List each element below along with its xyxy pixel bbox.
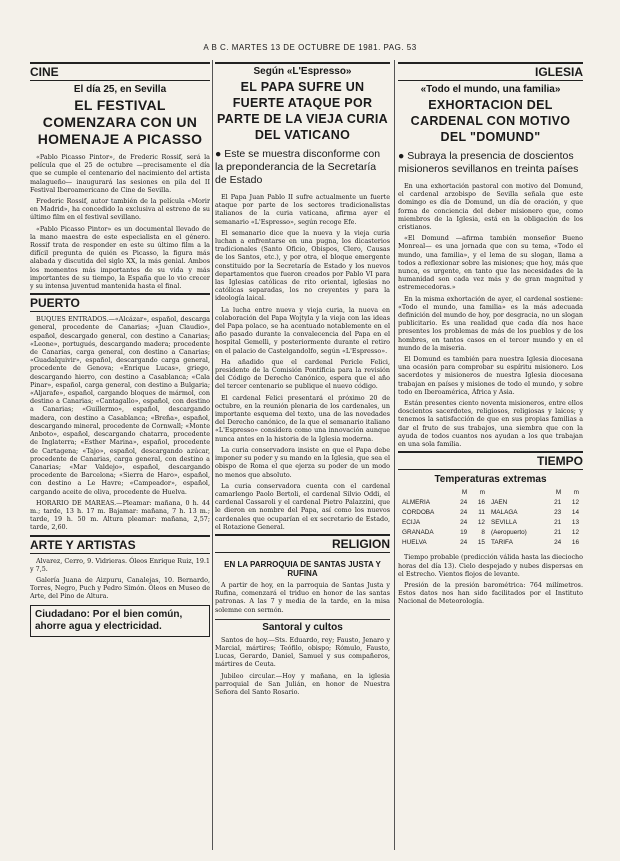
- city-cell: (Aeropuerto): [490, 529, 527, 537]
- max-cell: 24: [460, 519, 468, 527]
- article-paragraph: Frederic Rossif, autor también de la película «Morir en Madrid», ha concedido la exclusiva al estreno de su último film en el festival sevillano.: [30, 197, 210, 222]
- table-row: [400, 509, 581, 517]
- tiempo-text: Tiempo probable (predicción válida hasta las dieciocho horas del día 13). Cielo despejado y nubes dispersas en el Estrecho. Vientos flojos de levante.: [398, 553, 583, 578]
- min-cell: 15: [477, 539, 485, 547]
- page-header: [0, 43, 620, 52]
- column-divider: [394, 60, 395, 850]
- article-paragraph: El Papa Juan Pablo II sufre actualmente un fuerte ataque por parte de los sectores tradicionalistas italianos de la curia vaticana, afirma ayer el semanario «L'Espresso», según recoge Efe.: [215, 193, 390, 226]
- table-row: [400, 499, 581, 507]
- min-cell: 16: [571, 539, 579, 547]
- article-paragraph: El cardenal Felici presentará el próximo 20 de octubre, en la reunión plenaria de los cardenales, un importante esquema del texto, una de las novedades del Derecho canónico, de la que el semanario italiano «L'Espresso» considera como una innovación aunque nunca antes en la historia de la Iglesia moderna.: [215, 393, 390, 443]
- temperature-title: Temperaturas extremas: [434, 474, 547, 486]
- city-cell: HUELVA: [402, 539, 427, 547]
- article-paragraph: El Domund es también para nuestra Iglesia diocesana una ocasión para comprobar su espíritu misionero. Los sacerdotes y misioneros de nuestra Iglesia diocesana trabajan en países y misiones de todo el mundo, y sobre todo en Iberoamérica, África y Asia.: [398, 355, 583, 396]
- temperature-table: [398, 487, 583, 549]
- arte-text: Galería Juana de Aizpuru, Canalejas, 10. Bernardo, Torres, Negro, Puch y Pedro Simón. Óleos en Museo de Arte, del Pino de Altura.: [30, 575, 210, 601]
- min-cell: 11: [478, 509, 485, 517]
- subhead-santoral: Santoral y cultos: [215, 619, 390, 633]
- deck-vaticano: ● Este se muestra disconforme con la preponderancia de la Secretaría de Estado: [215, 148, 381, 186]
- min-cell: 13: [571, 519, 579, 527]
- article-paragraph: Están presentes ciento noventa misioneros, entre ellos doscientos sacerdotes, religiosos, religiosas y laicos; y tenemos la satisfacción de que en sus propias familias a dar el fruto de sus trabajos, una siembra que con la ayuda de todos cuantos nos ayudan a los que trabajan en una sola familia.: [398, 399, 583, 449]
- max-cell: 24: [460, 509, 468, 517]
- headline-festival: EL FESTIVAL COMENZARA CON UN HOMENAJE A PICASSO: [37, 97, 203, 147]
- article-paragraph: En la misma exhortación de ayer, el cardenal sostiene: «Todo el mundo, una familia» es la más adecuada definición del mundo de hoy, por desgracia, no un slogan publicitario. Es una realidad que cada día nos hace presentes los problemas de más de los pueblos y de los hombres, en tantos casos en el tercer mundo y en el mundo de la miseria.: [398, 294, 583, 352]
- kicker-espresso: Según «L'Espresso»: [215, 62, 390, 77]
- max-cell: 21: [554, 529, 562, 537]
- table-header: M: [461, 489, 468, 497]
- article-paragraph: La curia conservadora insiste en que el Papa debe imponer su poder y su mando en la Iglesia, que sea el obispo de Roma el que ejerza su poder de un modo no menos que absoluto.: [215, 445, 390, 479]
- city-cell: SEVILLA: [490, 519, 517, 527]
- religion-text: A partir de hoy, en la parroquia de Santas Justa y Rufina, comenzará el triduo en honor de las santas patronas. A las 7 y media de la tarde, en la misa solemne con sermón.: [215, 580, 390, 614]
- min-cell: 14: [571, 509, 579, 517]
- table-header: M: [555, 489, 562, 497]
- min-cell: 12: [571, 499, 579, 507]
- city-cell: TARIFA: [490, 539, 513, 547]
- column-divider: [212, 60, 213, 850]
- max-cell: 24: [554, 539, 562, 547]
- table-row: [400, 539, 581, 547]
- city-cell: GRANADA: [402, 529, 434, 537]
- header-line: A B C. MARTES 13 DE OCTUBRE DE 1981. PAG. 53: [203, 43, 417, 52]
- article-paragraph: «El Domund —afirma también monseñor Bueno Monreal— es una jornada que con su tema, «Todo el mundo, una familia», y el lema de su slogan, llama a todos a reflexionar sobre las misiones; que hoy, más que nunca, es urgente, en tanto que las necesidades de la humanidad son cada vez más y de gran magnitud y estremecedoras.»: [398, 234, 583, 292]
- deck-iglesia: ● Subraya la presencia de doscientos misioneros sevillanos en treinta países: [398, 150, 579, 175]
- headline-papa: EL PAPA SUFRE UN FUERTE ATAQUE POR PARTE DE LA VIEJA CURIA DEL VATICANO: [216, 80, 389, 142]
- table-header-row: [400, 489, 581, 497]
- article-paragraph: La lucha entre nueva y vieja curia, la nueva en colaboración del Papa Wojtyla y la vieja con las ideas del Papa polaco, se ha acentuado notablemente en el año pasado durante la convalecencia del Papa en el hospital Gemelli, y posteriormente durante el retiro en el palacio de Castelgandolfo, según «L'Espresso».: [215, 305, 390, 355]
- section-arte: ARTE Y ARTISTAS: [30, 535, 210, 554]
- kicker-cine: El día 25, en Sevilla: [73, 84, 167, 95]
- table-header: m: [479, 489, 485, 497]
- table-header: [489, 489, 546, 497]
- section-tiempo: TIEMPO: [398, 451, 583, 470]
- subhead-parroquia: EN LA PARROQUIA DE SANTAS JUSTA Y RUFINA: [224, 559, 381, 578]
- puerto-text: BUQUES ENTRADOS.—«Alcázar», español, descarga general, procedente de Canarias; «Juan Claudio», español, descargado general, con destino a Canarias; «Leone», portugués, descargando madera; procedente de Canarias, carga general, con destino a Canarias; «Guadalquivir», español, descargando carga general, procedente de Genova; «Enrique Lucas», griego, descargando hierro, con destino a Casablanca; «Cala Pinar», español, carga general, con destino a Bulgaria; «Aljarafe», español, cargando bloques de mármol, con destino a Canarias; «Cantagallo», español, con destino a Canarias; «Guillermo», español, descargando madera, con destino a Casablanca; «Breña», español, descargando mineral, procedente de Cornwall; «Monte Anboto», español, descargando chatarra, procedente de Inglaterra; «Esther Marina», español, procedente de Cartagena; «Tajo», español, descargando azúcar, procedente de Canarias, carga general, con destino a Canarias; «Mar Valdejo», español, descargando procedente de Barcelona; «Sierra de Haro», español, con destino a Le Havre; «Campeador», español, cargando aceite de oliva, procedente de Huelva.: [30, 315, 210, 496]
- table-row: [400, 519, 581, 527]
- max-cell: 19: [460, 529, 468, 537]
- min-cell: 8: [481, 529, 485, 537]
- section-iglesia: IGLESIA: [398, 62, 583, 81]
- city-cell: ALMERIA: [402, 499, 431, 507]
- article-paragraph: El semanario dice que la nueva y la vieja curia luchan a enfrentarse en una pugna, los dicasterios tradicionales (Santo Oficio, Obispos, Clero, Causas de los Santos, etc.), y por otra, el bloque emergente constituido por la Secretaría de Estado y los nuevos departamentos que fueron creados por Pablo VI para las Iglesias católicas de rito oriental, iglesias no católicas separadas, los no creyentes y para la ideología laical.: [215, 228, 390, 303]
- section-puerto: PUERTO: [30, 293, 210, 312]
- column-vaticano: [215, 60, 390, 850]
- max-cell: 24: [460, 499, 468, 507]
- kicker-domund: «Todo el mundo, una familia»: [420, 84, 561, 95]
- section-cine: CINE: [30, 62, 210, 81]
- tiempo-text: Presión de la presión barométrica: 764 milímetros. Estos datos nos han sido facilitados por el Instituto Nacional de Meteorología.: [398, 580, 583, 606]
- headline-exhortacion: EXHORTACION DEL CARDENAL CON MOTIVO DEL "DOMUND": [410, 98, 571, 144]
- table-row: [400, 529, 581, 537]
- article-paragraph: Ha añadido que el cardenal Pericle Felici, presidente de la Comisión Pontificia para la revisión del Código de Derecho Canónico, espera que el año del tercer centenario se publique el nuevo código.: [215, 357, 390, 391]
- min-cell: 16: [477, 499, 485, 507]
- mareas-text: HORARIO DE MAREAS.—Pleamar: mañana, 0 h. 44 m.; tarde, 13 h. 17 m. Bajamar: mañana, 7 h. 13 m.; tarde, 19 h. 50 m. Altura pleamar: mañana, 2,57; tarde, 2,60.: [30, 498, 210, 532]
- section-religion: RELIGION: [215, 534, 390, 553]
- arte-text: Alvarez, Cerro, 9. Vidrieras. Óleos Enrique Ruiz, 19.1 y 7,5.: [30, 556, 210, 573]
- table-header: m: [573, 489, 579, 497]
- max-cell: 24: [460, 539, 468, 547]
- city-cell: CORDOBA: [402, 509, 435, 517]
- article-paragraph: «Pablo Picasso Pintor» es un documental llevado de la mano maestra de este especialista en el género. Rossif trata de responder en este su último film a la difícil pregunta de quién es Picasso, la figura más alabada y discutida del siglo XX, la más genial. Ambos los momentos más importantes de su vida y más importantes de su tiempo, la España que lo vio crecer y su intensa juventud mantenida hasta el final.: [30, 224, 210, 291]
- jubileo-text: Jubileo circular.—Hoy y mañana, en la iglesia parroquial de San Julián, en honor de Nuestra Señora del Santo Rosario.: [215, 671, 390, 696]
- column-cine: [30, 60, 210, 850]
- table-header: [400, 489, 451, 497]
- min-cell: 12: [571, 529, 579, 537]
- article-paragraph: «Pablo Picasso Pintor», de Frederic Rossif, será la película que el 25 de octubre —precisamente el día que se cumple el centenario del nacimiento del artista malagueño— inaugurará las sesiones en pila del II Festival Iberoamericano de Cine de Sevilla.: [30, 153, 210, 194]
- max-cell: 21: [554, 519, 562, 527]
- city-cell: ECIJA: [402, 519, 421, 527]
- article-paragraph: En una exhortación pastoral con motivo del Domund, el cardenal arzobispo de Sevilla señala que este domingo es día de Domund, un día de oración, y que forma de conciencia del deber misionero que, como miembros de la Iglesia, está en la obligación de los cristianos.: [398, 182, 583, 232]
- city-cell: MALAGA: [490, 509, 518, 517]
- min-cell: 12: [477, 519, 485, 527]
- column-iglesia: [398, 60, 583, 850]
- city-cell: JAEN: [490, 499, 508, 507]
- ad-box: Ciudadano: Por el bien común, ahorre agua y electricidad.: [30, 605, 210, 637]
- max-cell: 23: [554, 509, 562, 517]
- santoral-text: Santos de hoy.—Sts. Eduardo, rey; Fausto, Jenaro y Marcial, mártires; Teófilo, obispo; Rómulo, Fausto, Lucas, Gerardo, Daniel, Samuel y sus compañeros, mártires de Ceuta.: [215, 635, 390, 669]
- article-paragraph: La curia conservadora cuenta con el cardenal camarlengo Paolo Bertoli, el cardenal Silvio Oddi, el cardenal Cassaroli y el cardenal Pietro Palazzini, que le dieron en nombre del Papa, así como los nuevos cardenales que ocuparían el ex secretario de Estado, el Rotazione General.: [215, 481, 390, 531]
- max-cell: 21: [554, 499, 562, 507]
